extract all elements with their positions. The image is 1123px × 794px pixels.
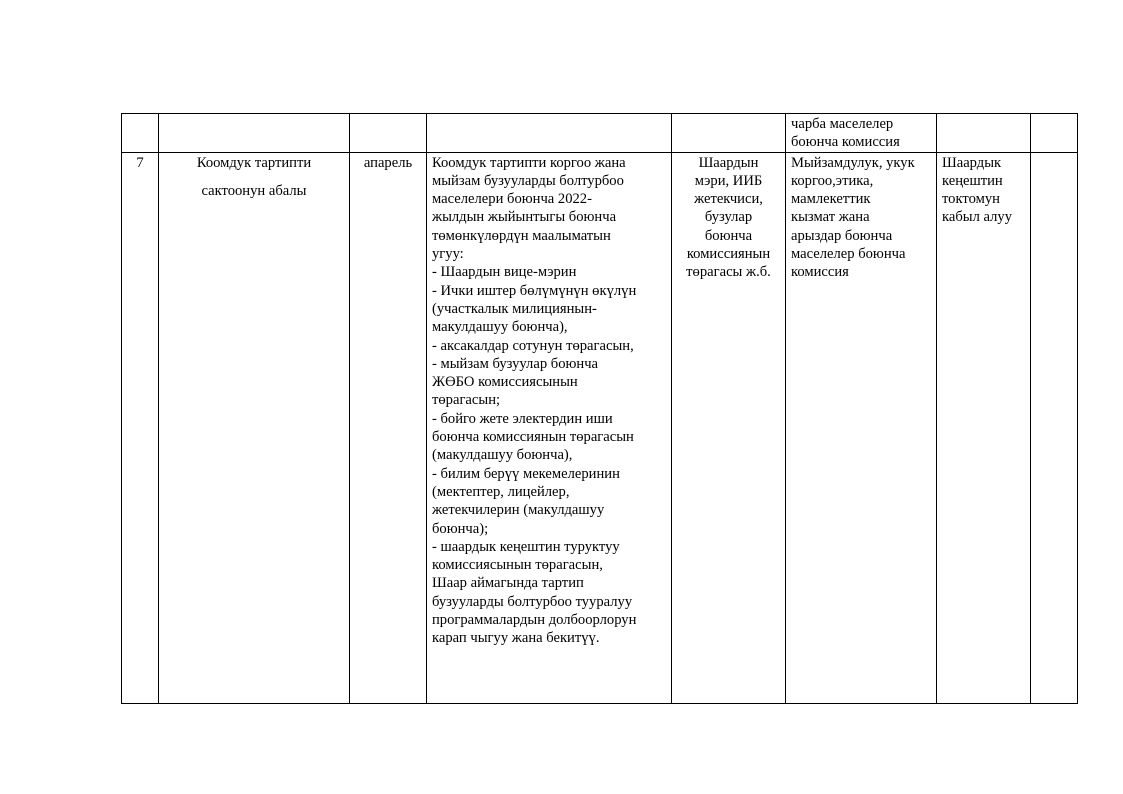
description-line: төрагасын;	[432, 392, 501, 409]
commission-line: Мыйзамдулук, укук	[791, 154, 915, 171]
description-line: - билим берүү мекемелеринин	[432, 465, 620, 482]
topic-line: Коомдук тартипти	[196, 154, 312, 171]
commission-line: маселелер боюнча	[791, 246, 906, 263]
commission-line: мамлекеттик	[791, 191, 871, 208]
cell-empty	[122, 114, 159, 153]
description-line: макулдашуу боюнча),	[432, 319, 568, 336]
cell-description	[427, 152, 672, 704]
description-line: боюнча);	[432, 520, 489, 537]
description-line: маселелери боюнча 2022-	[432, 191, 592, 208]
responsible-line: бузулар	[704, 209, 753, 226]
responsible-line: жетекчиси,	[694, 191, 763, 208]
description-line: Коомдук тартипти коргоо жана	[432, 154, 626, 171]
description-line: Шаар аймагында тартип	[432, 575, 584, 592]
commission-line: комиссия	[791, 264, 849, 281]
work-plan-table	[121, 113, 1078, 704]
cell-empty	[1031, 152, 1078, 704]
commission-line: коргоо,этика,	[791, 172, 874, 189]
result-line: кеңештин	[942, 172, 1003, 189]
table-bottom-border	[121, 703, 1077, 704]
cell-commission-continued	[786, 114, 937, 153]
description-line: төмөнкүлөрдүн маалыматын	[432, 227, 611, 244]
description-line: жылдын жыйынтыгы боюнча	[432, 209, 617, 226]
cell-topic	[159, 152, 350, 704]
table-row-continued	[122, 114, 1078, 153]
responsible-line: төрагасы ж.б.	[686, 264, 771, 281]
description-line: - Ички иштер бөлүмүнүн өкүлүн	[432, 282, 637, 299]
description-line: бузууларды болтурбоо тууралуу	[432, 593, 633, 610]
cell-empty	[1031, 114, 1078, 153]
responsible-line: мэри, ИИБ	[694, 172, 763, 189]
description-line: жетекчилерин (макулдашуу	[432, 502, 605, 519]
result-line: кабыл алуу	[942, 209, 1012, 226]
commission-line: чарба маселелер	[791, 116, 894, 132]
cell-period: апарель	[350, 152, 427, 704]
table-row	[122, 152, 1078, 704]
description-line: (мектептер, лицейлер,	[432, 483, 570, 500]
description-line: программалардын долбоорлорун	[432, 612, 637, 629]
description-line: - аксакалдар сотунун төрагасын,	[432, 337, 634, 354]
description-line: боюнча комиссиянын төрагасын	[432, 429, 634, 446]
cell-empty	[350, 114, 427, 153]
responsible-line: Шаардын	[698, 154, 759, 171]
cell-row-number: 7	[122, 152, 159, 704]
cell-commission	[786, 152, 937, 704]
description-line: комиссиясынын төрагасын,	[432, 557, 603, 574]
commission-line: кызмат жана	[791, 209, 870, 226]
description-line: - мыйзам бузуулар боюнча	[432, 355, 599, 372]
cell-result	[937, 152, 1031, 704]
description-line: угуу:	[432, 246, 464, 263]
cell-empty	[672, 114, 786, 153]
description-line: (макулдашуу боюнча),	[432, 447, 573, 464]
responsible-line: боюнча	[704, 227, 753, 244]
description-line: - шаардык кеңештин туруктуу	[432, 538, 620, 555]
description-line: - Шаардын вице-мэрин	[432, 264, 577, 281]
commission-line: боюнча комиссия	[791, 134, 900, 151]
description-line: ЖӨБО комиссиясынын	[432, 374, 578, 391]
description-line: карап чыгуу жана бекитүү.	[432, 630, 600, 647]
responsible-line: комиссиянын	[686, 246, 771, 263]
result-line: токтомун	[942, 191, 1000, 208]
description-line: (участкалык милициянын-	[432, 300, 597, 317]
topic-line: сактоонун абалы	[201, 182, 307, 199]
description-line: - бойго жете электердин иши	[432, 410, 613, 427]
description-line: мыйзам бузууларды болтурбоо	[432, 172, 624, 189]
cell-empty	[427, 114, 672, 153]
cell-empty	[937, 114, 1031, 153]
commission-line: арыздар боюнча	[791, 227, 893, 244]
cell-responsible	[672, 152, 786, 704]
result-line: Шаардык	[942, 154, 1002, 171]
cell-empty	[159, 114, 350, 153]
